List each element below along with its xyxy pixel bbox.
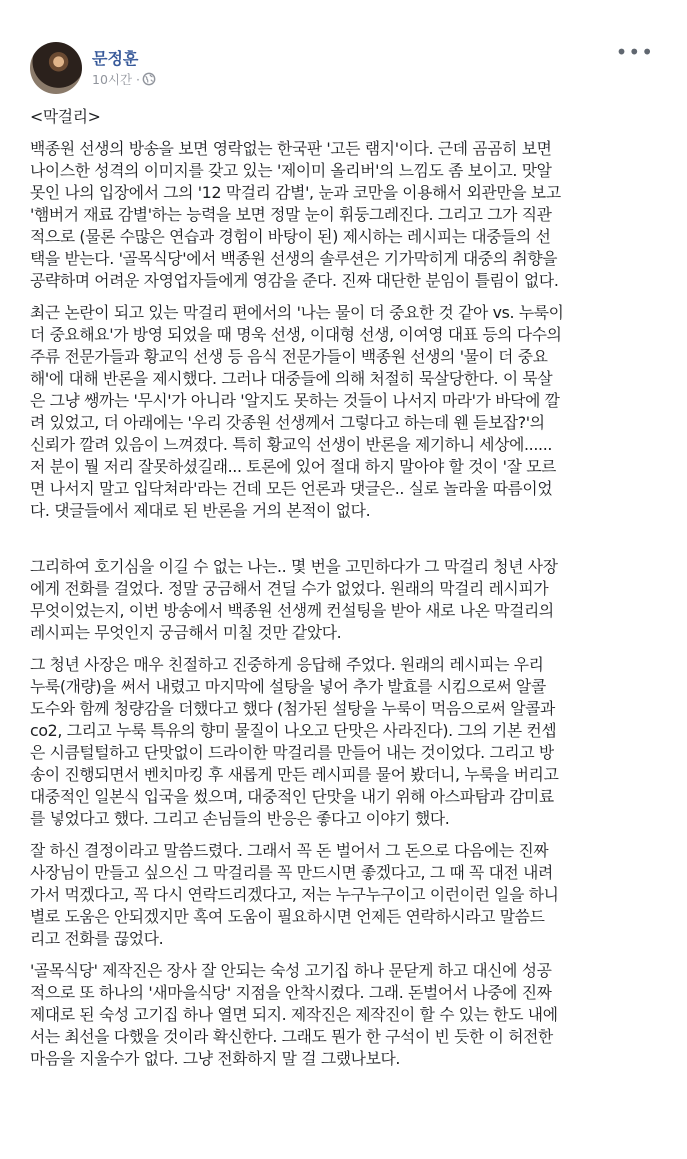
post-title: <막걸리> xyxy=(30,107,101,126)
paragraph: 잘 하신 결정이라고 말씀드렸다. 그래서 꼭 돈 벌어서 그 돈으로 다음에는 진짜 사장님이 만들고 싶으신 그 막걸리를 꼭 만드시면 좋겠다고, 그 때 꼭 대전 내려 가서 먹겠다고, 꼭 다시 연락드리겠다고, 저는 누구누구이고 이런이런 일을 하니 별로 도움은 안되겠지만 혹여 도움이 필요하시면 언제든 연락하시라고 말씀드 리고 전화를 끊었다. xyxy=(30,841,559,948)
spacer xyxy=(30,532,652,556)
paragraph: 그리하여 호기심을 이길 수 없는 나는.. 몇 번을 고민하다가 그 막걸리 청년 사장 에게 전화를 걸었다. 정말 궁금해서 견딜 수가 없었다. 원래의 막걸리 레시피가 무엇이었는지, 이번 방송에서 백종원 선생께 컨설팅을 받아 새로 나온 막걸리의 레시피는 무엇인지 궁금해서 미칠 것만 같았다. xyxy=(30,557,558,642)
more-horizontal-icon[interactable]: ••• xyxy=(615,40,654,64)
globe-icon[interactable] xyxy=(142,72,156,86)
paragraph: '골목식당' 제작진은 장사 잘 안되는 숙성 고기집 하나 문닫게 하고 대신에 성공 적으로 또 하나의 '새마을식당' 지점을 안착시켰다. 그래. 돈벌어서 나중에 진짜 제대로 된 숙성 고기집 하나 열면 되지. 제작진은 제작진이 할 수 있는 한도 내에 서는 최선을 다했을 것이라 확신한다. 그래도 뭔가 한 구석이 빈 듯한 이 허전한 마음을 지울수가 없다. 그냥 전화하지 말 걸 그랬나보다. xyxy=(30,961,558,1068)
paragraph: 그 청년 사장은 매우 친절하고 진중하게 응답해 주었다. 원래의 레시피는 우리 누룩(개량)을 써서 내렸고 마지막에 설탕을 넣어 추가 발효를 시킴으로써 알콜 도수와 함께 청량감을 더했다고 했다 (첨가된 설탕을 누룩이 먹음으로써 알콜과 co2, 그리고 누룩 특유의 향미 물질이 나오고 단맛은 사라진다). 그의 기본 컨셉 은 시큼털털하고 단맛없이 드라이한 막걸리를 만들어 내는 것이었다. 그리고 방 송이 진행되면서 벤치마킹 후 새롭게 만든 레시피를 물어 봤더니, 누룩을 버리고 대중적인 일본식 입국을 썼으며, 대중적인 단맛을 내기 위해 아스파탐과 감미료 를 넣었다고 했다. 그리고 손님들의 반응은 좋다고 이야기 했다. xyxy=(30,655,559,828)
author-name[interactable]: 문정훈 xyxy=(92,49,139,68)
paragraph: 최근 논란이 되고 있는 막걸리 편에서의 '나는 물이 더 중요한 것 같아 vs. 누룩이 더 중요해요'가 방영 되었을 때 명욱 선생, 이대형 선생, 이여영 대표 등의 다수의 주류 전문가들과 황교익 선생 등 음식 전문가들이 백종원 선생의 '물이 더 중요 해'에 대해 반론을 제시했다. 그러나 대중들에 의해 처절히 묵살당한다. 이 묵살 은 그냥 쌩까는 '무시'가 아니라 '알지도 못하는 것들이 나서지 마라'가 바닥에 깔 려 있었고, 더 아래에는 '우리 갓종원 선생께서 그렇다고 하는데 웬 듣보잡?'의 신뢰가 깔려 있음이 느껴졌다. 특히 황교익 선생이 반론을 제기하니 세상에...... 저 분이 뭘 저리 잘못하셨길래... 토론에 있어 절대 하지 말아야 할 것이 '잘 모르 면 나서지 말고 입닥쳐라'라는 건데 모든 언론과 댓글은.. 실로 놀라울 따름이었 다. 댓글들에서 제대로 된 반론을 거의 본적이 없다. xyxy=(30,303,564,520)
post-header xyxy=(30,40,654,94)
post-body xyxy=(30,106,652,1080)
paragraph: 백종원 선생의 방송을 보면 영락없는 한국판 '고든 램지'이다. 근데 곰곰히 보면 나이스한 성격의 이미지를 갖고 있는 '제이미 올리버'의 느낌도 좀 보이고. 맛알 못인 나의 입장에서 그의 '12 막걸리 감별', 눈과 코만을 이용해서 외관만을 보고 '햄버거 재료 감별'하는 능력을 보면 정말 눈이 휘둥그레진다. 그리고 그가 직관 적으로 (물론 수많은 연습과 경험이 바탕이 된) 제시하는 레시피는 대중들의 선 택을 받는다. '골목식당'에서 백종원 선생의 솔루션은 기가막히게 대중의 취향을 공략하며 어려운 자영업자들에게 영감을 준다. 진짜 대단한 분임이 틀림이 없다. xyxy=(30,139,561,290)
post-meta xyxy=(92,70,156,88)
avatar[interactable] xyxy=(30,42,82,94)
timestamp[interactable]: 10시간 · xyxy=(92,72,141,87)
